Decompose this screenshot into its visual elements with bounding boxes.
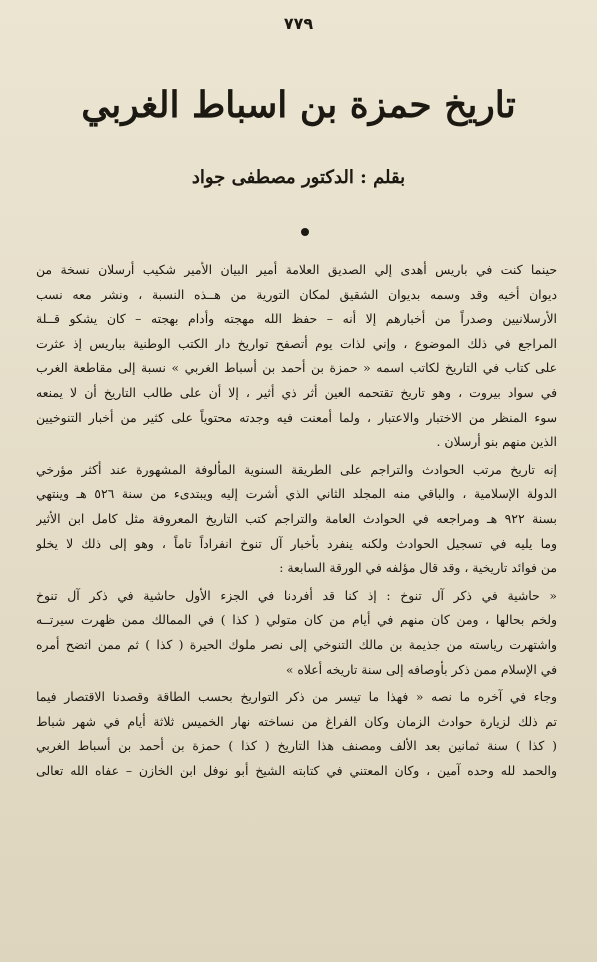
text-line: وجاء في آخره ما نصه « فهذا ما تيسر من ذكر التواريخ بحسب الطاقة وقصدنا الاقتصار فيما — [36, 689, 557, 705]
paragraph-2 — [36, 458, 557, 581]
text-line: الذين منهم بنو أرسلان . — [436, 434, 557, 450]
text-line: المراجع في ذلك الموضوع ، وإني لذات يوم أتصفح تواريخ دار الكتب الوطنية بباريس إذ عثرت — [36, 335, 557, 351]
text-line: في الإسلام ممن ذكر بأوصافه إلى سنة تاريخه أعلاه » — [285, 661, 557, 677]
text-line: ولخم بحالها ، ومن كان منهم في أيام من كان متولي ( كذا ) في الممالك ممن ظهرت سيرتــه — [36, 612, 557, 628]
text-line: ديوان أخيه وقد وسمه بديوان الشقيق لمكان التورية من هــذه النسبة ، ونشر معه نسب — [36, 286, 557, 302]
paragraph-4 — [36, 685, 557, 783]
quotation-paragraph — [36, 584, 557, 682]
text-line: حينما كنت في باريس أهدى إلي الصديق العلامة أمير البيان الأمير شكيب أرسلان نسخة من — [36, 262, 557, 277]
text-line: على كتاب في التاريخ لكاتب اسمه « حمزة بن أحمد بن أسباط الغربي » نسبة إلى مقاطعة الغرب — [36, 360, 557, 376]
article-title: تاريخ حمزة بن اسباط الغربي — [81, 84, 516, 126]
text-line: سوء المنظر من الاختبار والاعتبار ، ولما أمعنت فيه وجدته محتوياً على كثير من أخبار التنوخيين — [36, 409, 557, 425]
text-line: الأرسلانيين وصدراً من أخبارهم إلا أنه – حفظ الله مهجته وأدام بهجته – كان يشكو قــلة — [36, 311, 557, 327]
text-line: من فوائد تاريخية ، وقد قال مؤلفه في الورقة السابعة : — [279, 560, 557, 576]
paragraph-1 — [36, 258, 557, 455]
article-body — [36, 258, 557, 783]
text-line: ( كذا ) سنة ثمانين بعد الألف ومصنف هذا التاريخ ( كذا ) حمزة بن أحمد بن أسباط الغربي — [36, 738, 557, 754]
text-line: الدولة الإسلامية ، والباقي منه المجلد الثاني الذي أشرت إليه ويبتدىء من سنة ٥٢٦ هـ وينتهي — [36, 486, 557, 502]
text-line: إنه تاريخ مرتب الحوادث والتراجم على الطريقة السنوية المألوفة المشهورة عند أكثر مؤرخي — [36, 461, 557, 477]
text-line: واشتهرت رياسته من جذيمة بن مالك التنوخي إلى نصر ملوك الحيرة ( كذا ) ثم ممن اتضح أمره — [36, 636, 557, 652]
text-line: والحمد لله وحده آمين ، وكان المعتني في كتابته الشيخ أبو نوفل ابن الخازن – عفاه الله تعالى — [36, 762, 557, 778]
text-line: « حاشية في ذكر آل تنوخ : إذ كنا قد أفردنا في الجزء الأول حاشية في ذكر آل تنوخ — [36, 587, 557, 603]
text-line: تم ذلك لزيارة حوادث الزمان وكان الفراغ من نساخته نهار الخميس ثلاثة أيام في شهر شباط — [36, 713, 557, 729]
author-byline: بقلم : الدكتور مصطفى جواد — [191, 167, 406, 188]
text-line: في سواد بيروت ، وهو تاريخ تقتحمه العين أثر ذي أثير ، إلا أن على طالب التاريخ أن لا يمنعه — [36, 384, 557, 400]
text-line: بسنة ٩٢٢ هـ ومراجعه في الحوادث العامة والتراجم كتب التاريخ المعروفة مثل كامل ابن الأثير — [36, 510, 557, 526]
page-number: ٧٧٩ — [283, 14, 314, 33]
text-line: وما يليه في تسجيل الحوادث ولكنه ينفرد بأخبار آل تنوخ انفراداً تاماً ، وهو إلى ذلك لا يخلو — [36, 535, 557, 551]
separator-dot — [301, 228, 309, 236]
